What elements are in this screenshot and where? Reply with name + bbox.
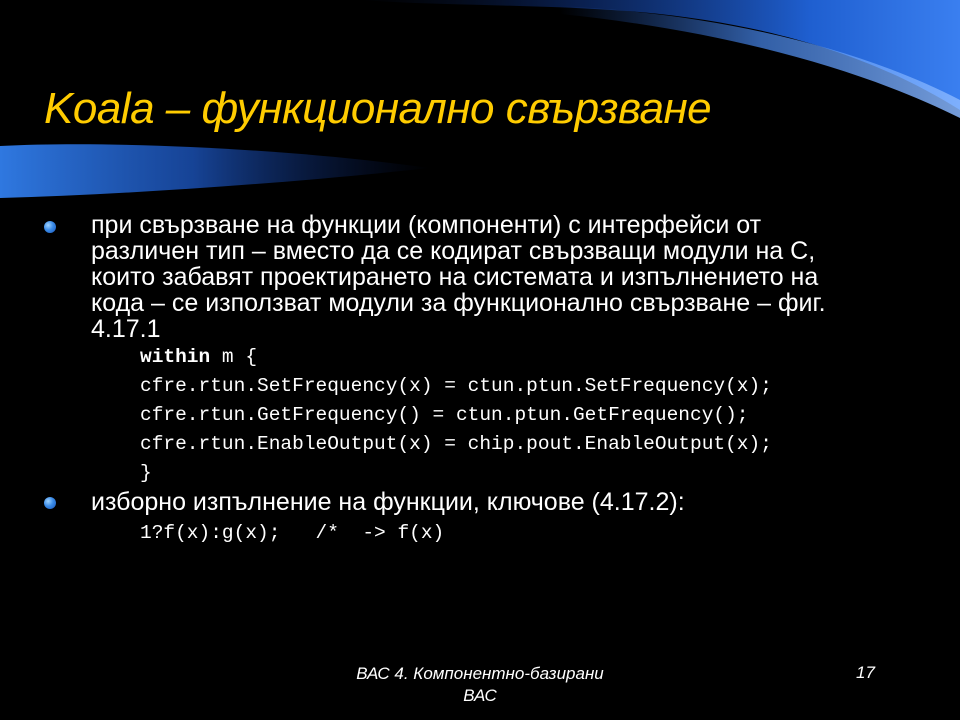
bullet-1-line: различен тип – вместо да се кодират свързващи модули на С,: [91, 237, 816, 265]
bullet-text-2: [91, 489, 685, 515]
bullet-1-line: кода – се използват модули за функционално свързване – фиг.: [91, 289, 826, 317]
code-line: cfre.rtun.SetFrequency(x) = ctun.ptun.SetFrequency(x);: [140, 375, 772, 397]
bullet-1-line: които забавят проектирането на системата и изпълнението на: [91, 263, 819, 291]
code-block-2: [140, 519, 444, 548]
page-number: 17: [856, 663, 875, 682]
bullet-1-line: при свързване на функции (компоненти) с интерфейси от: [91, 211, 762, 239]
bullet-icon: [44, 497, 56, 509]
slide-title: Koala – функционално свързване: [44, 84, 712, 133]
bullet-2-line: изборно изпълнение на функции, ключове (4.17.2):: [91, 488, 685, 516]
code-block-1: [140, 343, 772, 488]
code-line: [140, 343, 772, 372]
code-line: cfre.rtun.EnableOutput(x) = chip.pout.EnableOutput(x);: [140, 433, 772, 455]
footer-line: ВАС: [463, 686, 497, 705]
footer-line: ВАС 4. Компонентно-базирани: [356, 664, 604, 683]
code-line: cfre.rtun.GetFrequency() = ctun.ptun.GetFrequency();: [140, 404, 749, 426]
bullet-1-line: 4.17.1: [91, 315, 161, 343]
bullet-icon: [44, 221, 56, 233]
code-line: 1?f(x):g(x); /* -> f(x): [140, 522, 445, 544]
code-keyword: within: [140, 346, 211, 368]
code-line: }: [140, 462, 152, 484]
footer-text: [300, 663, 660, 707]
bullet-text-1: [91, 212, 826, 342]
code-line-rest: m {: [210, 346, 258, 368]
